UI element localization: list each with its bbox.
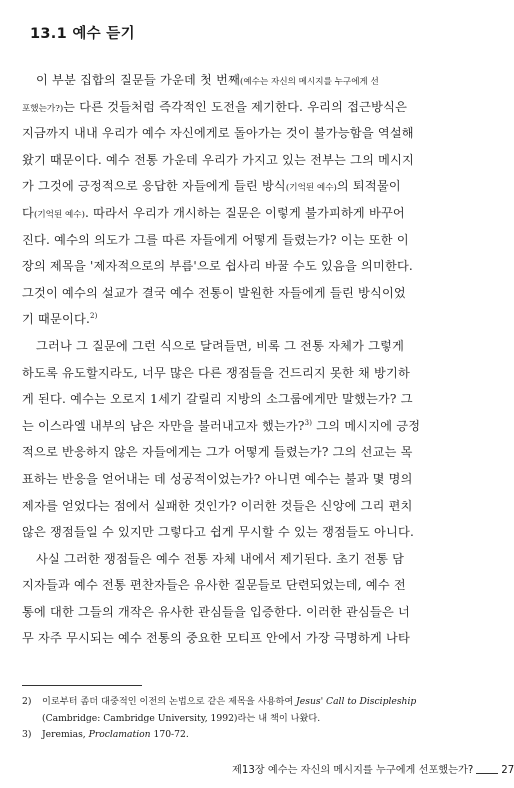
footnote-ref[interactable]: 2)	[90, 312, 98, 321]
text-line: 다(기억된 예수). 따라서 우리가 개시하는 질문은 이렇게 불가피하게 바꾸어	[22, 205, 405, 220]
text-line: 지금까지 내내 우리가 예수 자신에게로 돌아가는 것이 불가능함을 역설해	[22, 126, 414, 141]
text-line: 적으로 반응하지 않은 자들에게는 그가 어떻게 들렸는가? 그의 선교는 목	[22, 445, 413, 460]
text-line: 는 이스라엘 내부의 남은 자만을 불러내고자 했는가?$^{3)}$ 그의 메시지에 긍정	[22, 418, 421, 433]
text-line: 통에 대한 그들의 개작은 유사한 관심들을 입증한다. 이러한 관심들은 너	[22, 604, 410, 619]
footer-rule	[476, 773, 498, 774]
text-line: 표하는 반응을 얻어내는 데 성공적이었는가? 아니면 예수는 불과 몇 명의	[22, 471, 413, 486]
text-line: 사실 그러한 쟁점들은 예수 전통 자체 내에서 제기된다. 초기 전통 담	[36, 551, 405, 566]
text-line: 이 부분 집합의 질문들 가운데 첫 번째(예수는 자신의 메시지를 누구에게 선	[36, 73, 379, 87]
running-footer-title: 제13장 예수는 자신의 메시지를 누구에게 선포했는가?	[232, 765, 474, 776]
text-line: 지자들과 예수 전통 편찬자들은 유사한 질문들로 단련되었는데, 예수 전	[22, 578, 406, 593]
text-line: 왔기 때문이다. 예수 전통 가운데 우리가 가지고 있는 전부는 그의 메시지	[22, 152, 415, 167]
footnote-number: 3)	[22, 729, 32, 740]
text-line: 그러나 그 질문에 그런 식으로 달려들면, 비록 그 전통 자체가 그렇게	[36, 338, 405, 353]
text-line: 않은 쟁점들일 수 있지만 그렇다고 쉽게 무시할 수 있는 쟁점들도 아니다.	[22, 525, 415, 540]
running-footer	[232, 761, 514, 776]
section-heading: 13.1 예수 듣기	[30, 26, 135, 42]
text-line: 무 자주 무시되는 예수 전통의 중요한 모티프 안에서 가장 극명하게 나타	[22, 631, 410, 646]
text-line: 가 그것에 긍정적으로 응답한 자들에게 들린 방식(기억된 예수)의 퇴적물이	[22, 179, 401, 194]
page-number: 27	[501, 765, 514, 776]
text-line: 그것이 예수의 설교가 결국 예수 전통이 발원한 자들에게 들린 방식이었	[22, 285, 406, 300]
text-line: 포했는가?)는 다른 것들처럼 즉각적인 도전을 제기한다. 우리의 접근방식은	[22, 99, 408, 114]
text-line: 장의 제목을 '제자적으로의 부름'으로 쉽사리 바꿀 수도 있음을 의미한다.	[22, 259, 413, 274]
footnote-number: 2)	[22, 696, 32, 707]
book-title: Proclamation	[88, 729, 151, 740]
text-line: 진다. 예수의 의도가 그를 따른 자들에게 어떻게 들렸는가? 이는 또한 이	[22, 232, 409, 247]
footnote-item: 2) 이로부터 좀더 대중적인 이전의 논법으로 같은 제목을 사용하여 Jesus' Call to Discipleship (Cambridge: Cambridge University, 1992)라는 내 책이 나왔다.	[22, 696, 417, 724]
footnotes	[22, 694, 454, 744]
text-line: 제자를 얻었다는 점에서 실패한 것인가? 이러한 것들은 신앙에 그리 편치	[22, 498, 413, 513]
book-title: Jesus' Call to Discipleship	[296, 696, 417, 707]
text-line: 게 된다. 예수는 오로지 1세기 갈릴리 지방의 소그룹에게만 말했는가? 그	[22, 392, 413, 407]
text-line: 기 때문이다.$^{2)}$	[22, 312, 98, 327]
footnote-divider	[22, 685, 142, 686]
footnote-ref[interactable]: 3)	[304, 418, 313, 427]
text-line: 하도록 유도할지라도, 너무 많은 다른 쟁점들을 건드리지 못한 채 방기하	[22, 365, 410, 380]
body-text	[22, 67, 454, 652]
footnote-item: 3) Jeremias, Proclamation 170-72.	[22, 727, 454, 744]
